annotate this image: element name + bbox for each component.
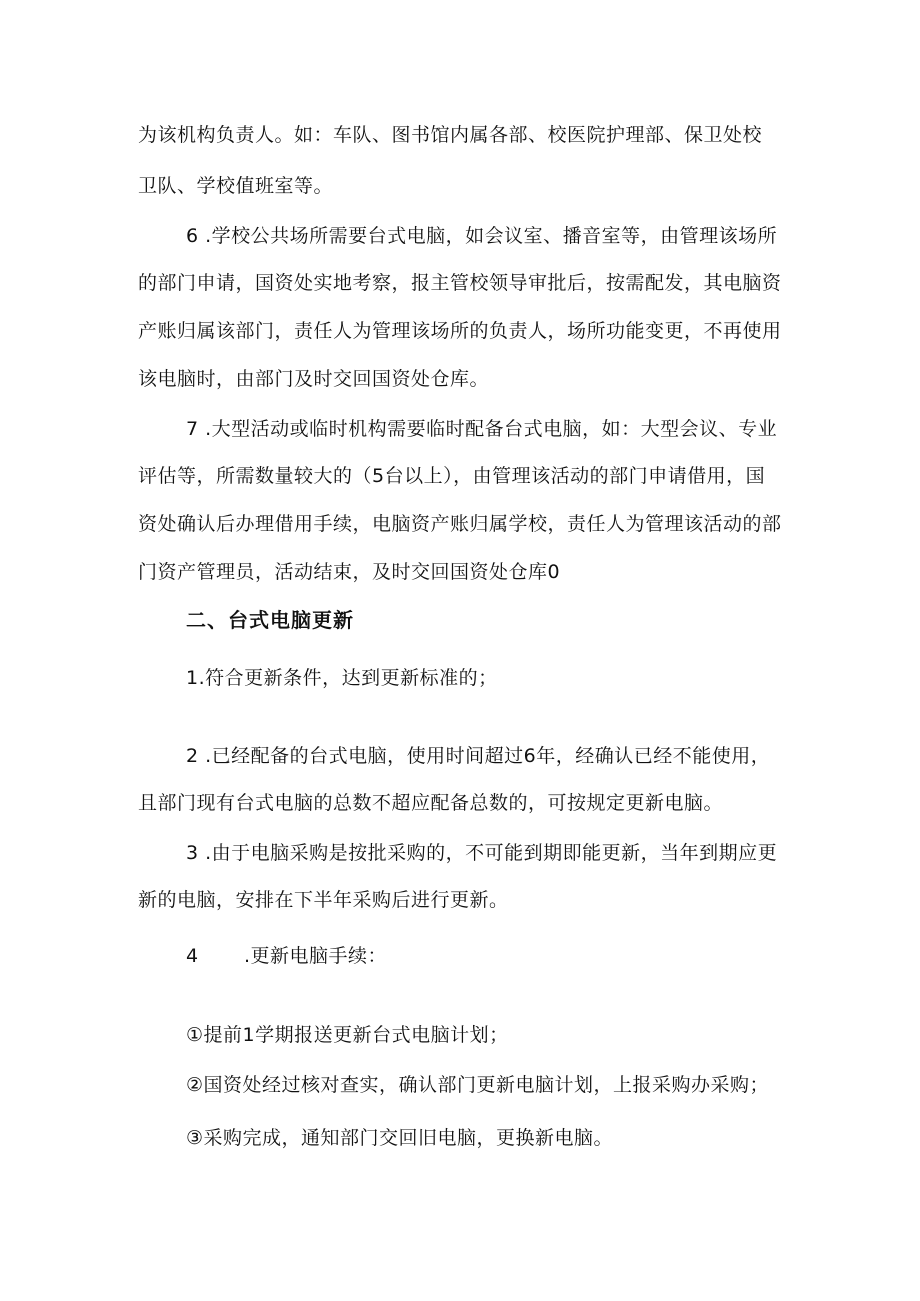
paragraph-line: 为该机构负责人。如：车队、图书馆内属各部、校医院护理部、保卫处校 <box>138 124 763 146</box>
paragraph-line: 该电脑时，由部门及时交回国资处仓库。 <box>138 368 490 390</box>
step-item: ③采购完成，通知部门交回旧电脑，更换新电脑。 <box>186 1127 614 1149</box>
list-item-text: .更新电脑手续： <box>244 945 388 967</box>
step-item: ②国资处经过核对查实，确认部门更新电脑计划，上报采购办采购； <box>186 1074 770 1096</box>
paragraph-line: 2 .已经配备的台式电脑，使用时间超过6年，经确认已经不能使用， <box>186 745 771 767</box>
section-heading: 二、台式电脑更新 <box>186 608 354 632</box>
paragraph-line: 3 .由于电脑采购是按批采购的，不可能到期即能更新，当年到期应更 <box>186 842 778 864</box>
step-item: ①提前1学期报送更新台式电脑计划； <box>186 1024 509 1046</box>
list-item: 1.符合更新条件，达到更新标准的； <box>186 667 498 689</box>
paragraph-line: 6 .学校公共场所需要台式电脑，如会议室、播音室等，由管理该场所 <box>186 225 778 247</box>
paragraph-line: 新的电脑，安排在下半年采购后进行更新。 <box>138 889 509 911</box>
paragraph-line: 的部门申请，国资处实地考察，报主管校领导审批后，按需配发，其电脑资 <box>138 272 782 294</box>
paragraph-line: 7 .大型活动或临时机构需要临时配备台式电脑，如：大型会议、专业 <box>186 418 778 440</box>
list-item <box>186 943 387 969</box>
list-item-number: 4 <box>186 945 199 967</box>
paragraph-line: 门资产管理员，活动结束，及时交回国资处仓库0 <box>138 561 561 583</box>
paragraph-line: 资处确认后办理借用手续，电脑资产账归属学校，责任人为管理该活动的部 <box>138 513 782 535</box>
paragraph-line: 产账归属该部门，责任人为管理该场所的负责人，场所功能变更，不再使用 <box>138 320 782 342</box>
paragraph-line: 卫队、学校值班室等。 <box>138 175 334 197</box>
paragraph-line: 且部门现有台式电脑的总数不超应配备总数的，可按规定更新电脑。 <box>138 792 724 814</box>
paragraph-line: 评估等，所需数量较大的（5台以上），由管理该活动的部门申请借用，国 <box>138 465 766 487</box>
